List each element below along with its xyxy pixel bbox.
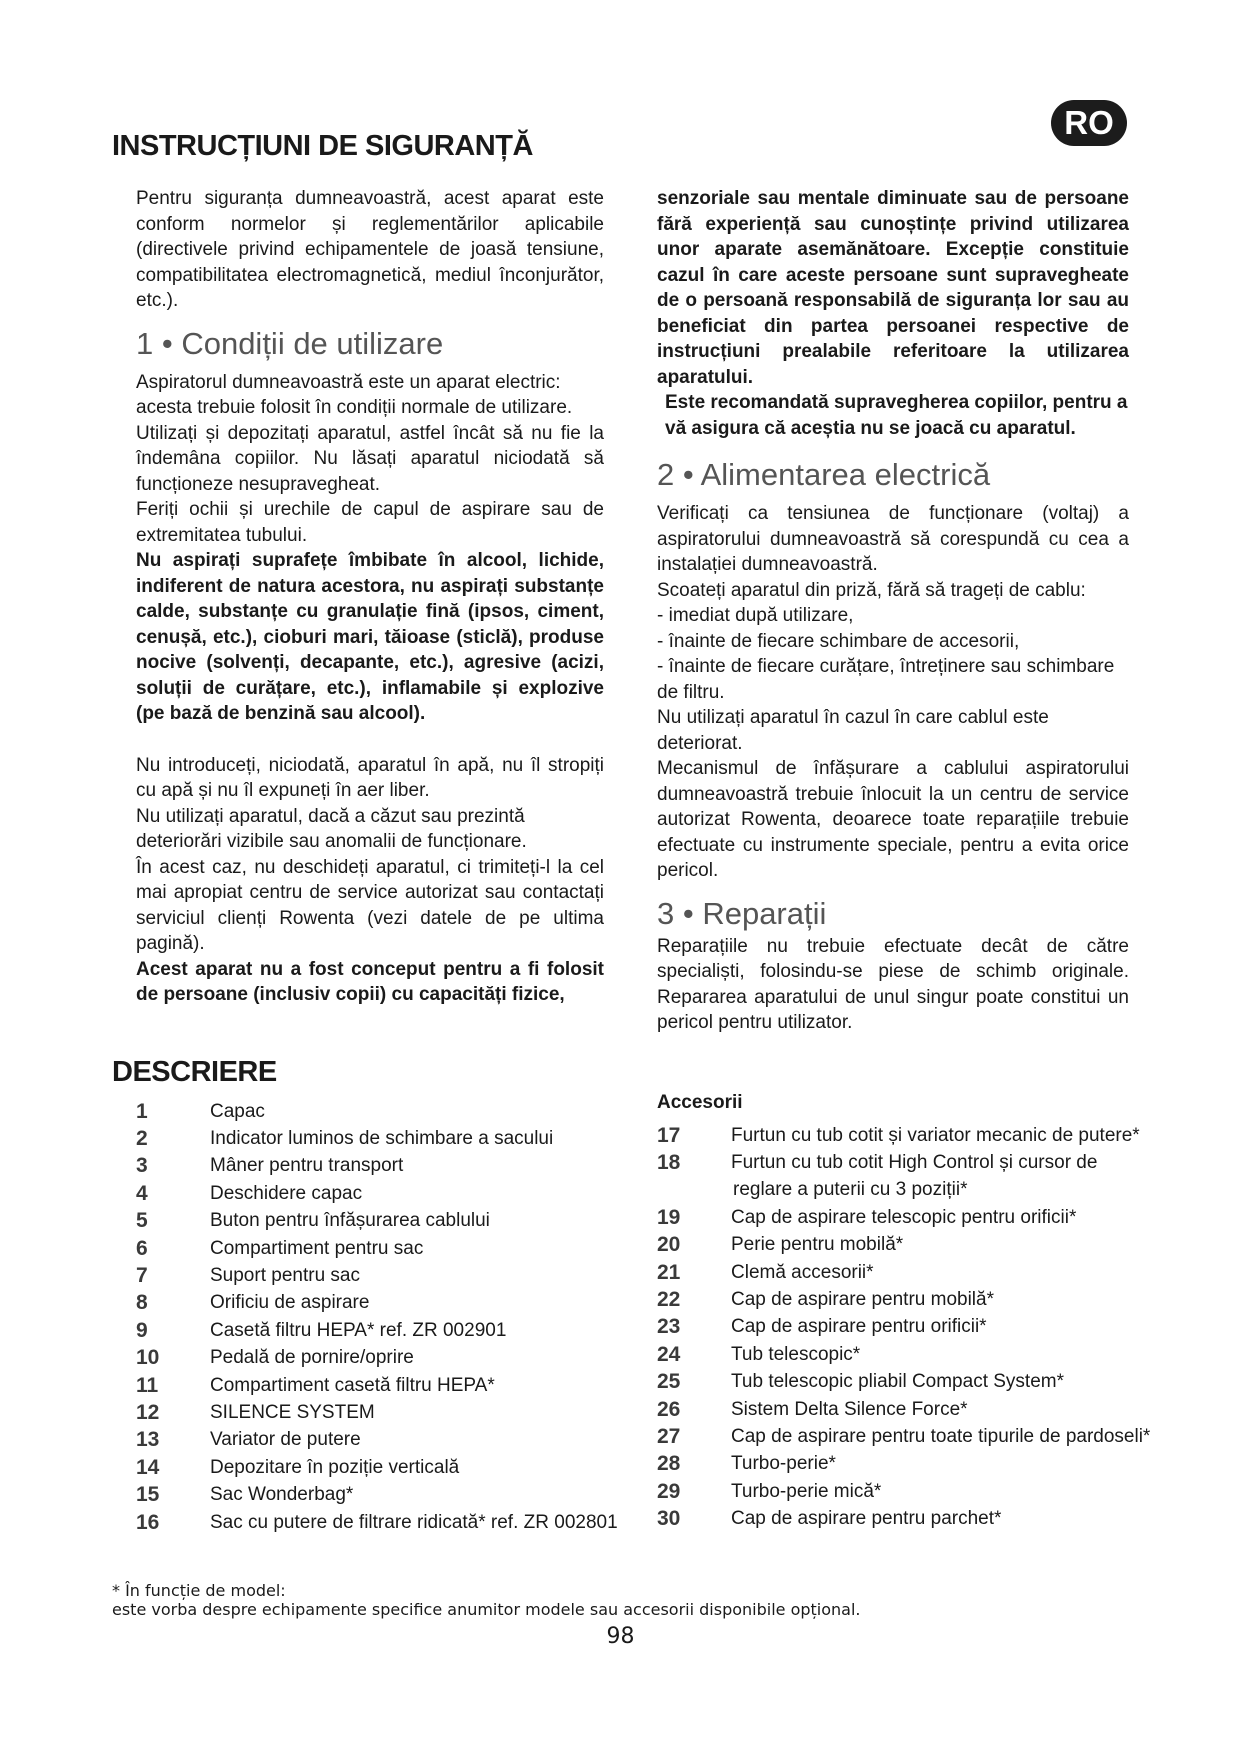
accessory-number: 17 bbox=[657, 1123, 681, 1147]
part-label: Capac bbox=[210, 1100, 265, 1122]
language-badge: RO bbox=[1051, 100, 1127, 146]
accessory-number: 29 bbox=[657, 1479, 681, 1503]
accessory-item bbox=[657, 1232, 1177, 1259]
accessory-number: 21 bbox=[657, 1260, 681, 1284]
safety-right-column bbox=[657, 186, 1129, 1036]
part-number: 2 bbox=[136, 1127, 148, 1151]
s2-paragraph: Mecanismul de înfășurare a cablului aspiratorului dumneavoastră trebuie înlocuit la un centru de service autorizat Rowenta, deoarece toate reparațiile trebuie efectuate cu instrumente speciale, pentru a evita orice pericol. bbox=[657, 758, 1129, 881]
part-label: Orificiu de aspirare bbox=[210, 1292, 370, 1314]
part-number: 5 bbox=[136, 1209, 148, 1233]
accessory-label: Furtun cu tub cotit High Control și cursor de bbox=[731, 1152, 1098, 1174]
accessory-label: Clemă accesorii* bbox=[731, 1261, 874, 1283]
part-number: 7 bbox=[136, 1264, 148, 1288]
part-label: Sac Wonderbag* bbox=[210, 1484, 354, 1506]
accessory-item bbox=[657, 1259, 1177, 1286]
accessory-number: 20 bbox=[657, 1233, 681, 1257]
footnote-line: este vorba despre echipamente specifice anumitor modele sau accesorii disponibile opțional. bbox=[112, 1600, 861, 1619]
part-item bbox=[136, 1399, 636, 1426]
accessory-item bbox=[657, 1204, 1177, 1231]
s3-paragraph: Reparațiile nu trebuie efectuate decât de către specialiști, folosindu-se piese de schimb originale. Repararea aparatului de unul singur poate constitui un pericol pentru utilizator. bbox=[657, 935, 1129, 1033]
s2-bullet: - imediat după utilizare, bbox=[657, 605, 854, 626]
accessory-label: Turbo-perie mică* bbox=[731, 1480, 882, 1502]
part-item bbox=[136, 1481, 636, 1508]
s2-bullet: - înainte de fiecare schimbare de accesorii, bbox=[657, 630, 1020, 652]
part-number: 3 bbox=[136, 1154, 148, 1178]
part-label: Sac cu putere de filtrare ridicată* ref. ZR 002801 bbox=[210, 1511, 618, 1533]
part-number: 9 bbox=[136, 1318, 148, 1342]
part-label: Mâner pentru transport bbox=[210, 1155, 404, 1177]
part-label: Casetă filtru HEPA* ref. ZR 002901 bbox=[210, 1319, 507, 1341]
accessory-number: 30 bbox=[657, 1507, 681, 1531]
accessory-item-continuation bbox=[657, 1177, 1177, 1204]
accessory-item bbox=[657, 1451, 1177, 1478]
section-1-title: 1 • Condiții de utilizare bbox=[136, 325, 444, 361]
part-number: 11 bbox=[136, 1373, 159, 1397]
part-item bbox=[136, 1180, 636, 1207]
safety-left-column bbox=[136, 186, 604, 1008]
accessory-item bbox=[657, 1314, 1177, 1341]
accessory-number: 23 bbox=[657, 1315, 681, 1339]
part-number: 16 bbox=[136, 1510, 160, 1534]
section-3-title: 3 • Reparații bbox=[657, 895, 827, 931]
part-label: Variator de putere bbox=[210, 1429, 361, 1451]
s1-paragraph: Utilizați și depozitați aparatul, astfel încât să nu fie la îndemâna copiilor. Nu lăsați aparatul niciodată să funcționeze nesupravegheat. bbox=[136, 422, 604, 495]
part-item bbox=[136, 1317, 636, 1344]
part-item bbox=[136, 1290, 636, 1317]
part-item bbox=[136, 1098, 636, 1125]
accessory-label: Cap de aspirare telescopic pentru orificii* bbox=[731, 1206, 1077, 1228]
part-item bbox=[136, 1235, 636, 1262]
part-label: Compartiment pentru sac bbox=[210, 1237, 424, 1259]
accessories-list bbox=[657, 1092, 1177, 1533]
safety-title: INSTRUCȚIUNI DE SIGURANȚĂ bbox=[112, 130, 533, 162]
part-item bbox=[136, 1153, 636, 1180]
s1-paragraph: Aspiratorul dumneavoastră este un aparat electric: acesta trebuie folosit în condiții normale de utilizare. bbox=[136, 371, 573, 418]
s2-paragraph: Nu utilizați aparatul în cazul în care cablul este deteriorat. bbox=[657, 707, 1049, 754]
accessory-item bbox=[657, 1341, 1177, 1368]
part-number: 8 bbox=[136, 1291, 148, 1315]
s2-bullet: - înainte de fiecare curățare, întreținere sau schimbare de filtru. bbox=[657, 656, 1115, 703]
accessory-item bbox=[657, 1505, 1177, 1532]
footnote-line: * În funcție de model: bbox=[112, 1581, 286, 1600]
accessory-label: Cap de aspirare pentru mobilă* bbox=[731, 1289, 994, 1311]
part-label: Indicator luminos de schimbare a sacului bbox=[210, 1128, 554, 1150]
accessory-label: reglare a puterii cu 3 poziții* bbox=[733, 1179, 968, 1201]
page-number: 98 bbox=[606, 1624, 635, 1649]
s1-paragraph: Feriți ochii și urechile de capul de aspirare sau de extremitatea tubului. bbox=[136, 499, 604, 546]
parts-list bbox=[136, 1098, 636, 1536]
part-item bbox=[136, 1125, 636, 1152]
part-number: 4 bbox=[136, 1181, 148, 1205]
part-label: Buton pentru înfășurarea cablului bbox=[210, 1210, 490, 1232]
s1-paragraph: În acest caz, nu deschideți aparatul, ci trimiteți-l la cel mai apropiat centru de service autorizat sau contactați serviciul clienți Rowenta (vezi datele de pe ultima pagină). bbox=[136, 856, 604, 954]
accessory-label: Turbo-perie* bbox=[731, 1453, 836, 1475]
accessory-label: Tub telescopic pliabil Compact System* bbox=[731, 1371, 1064, 1393]
part-number: 15 bbox=[136, 1483, 160, 1507]
part-number: 10 bbox=[136, 1346, 160, 1370]
part-label: Deschidere capac bbox=[210, 1182, 363, 1204]
accessory-label: Cap de aspirare pentru orificii* bbox=[731, 1316, 987, 1338]
part-number: 12 bbox=[136, 1400, 160, 1424]
s1-paragraph: Nu introduceți, niciodată, aparatul în apă, nu îl stropiți cu apă și nu îl expuneți în aer liber. bbox=[136, 754, 604, 801]
accessory-item bbox=[657, 1396, 1177, 1423]
part-item bbox=[136, 1427, 636, 1454]
accessory-item bbox=[657, 1122, 1177, 1149]
part-item bbox=[136, 1345, 636, 1372]
part-label: Suport pentru sac bbox=[210, 1265, 360, 1287]
accessory-number: 27 bbox=[657, 1424, 681, 1448]
part-label: Compartiment casetă filtru HEPA* bbox=[210, 1374, 495, 1396]
accessory-item bbox=[657, 1149, 1177, 1176]
accessory-label: Cap de aspirare pentru parchet* bbox=[731, 1508, 1002, 1530]
section-2-title: 2 • Alimentarea electrică bbox=[657, 457, 991, 492]
accessory-label: Furtun cu tub cotit și variator mecanic de putere* bbox=[731, 1124, 1140, 1146]
accessory-item bbox=[657, 1423, 1177, 1450]
s1-warning: Nu aspirați suprafețe îmbibate în alcool, lichide, indiferent de natura acestora, nu aspirați substanțe calde, substanțe cu granulație fină (ipsos, ciment, cenușă, etc.), cioburi mari, tăioase (sticlă), produse nocive (solvenți, decapante, etc.), agresive (acizi, soluții de curățare, etc.), inflamabile și explozive (pe bază de benzină sau alcool). bbox=[136, 550, 604, 724]
part-label: SILENCE SYSTEM bbox=[210, 1401, 375, 1423]
part-item bbox=[136, 1509, 636, 1536]
accessory-number: 25 bbox=[657, 1370, 681, 1394]
part-item bbox=[136, 1208, 636, 1235]
part-number: 14 bbox=[136, 1455, 160, 1479]
s1-paragraph: Nu utilizați aparatul, dacă a căzut sau prezintă deteriorări vizibile sau anomalii de funcționare. bbox=[136, 805, 527, 852]
accessory-number: 19 bbox=[657, 1205, 681, 1229]
accessory-label: Cap de aspirare pentru toate tipurile de pardoseli* bbox=[731, 1425, 1151, 1447]
s2-paragraph: Verificați ca tensiunea de funcționare (voltaj) a aspiratorului dumneavoastră să corespundă cu cea a instalației dumneavoastră. bbox=[657, 503, 1129, 575]
accessory-number: 22 bbox=[657, 1288, 681, 1312]
accessory-item bbox=[657, 1286, 1177, 1313]
s1-warning: Acest aparat nu a fost conceput pentru a fi folosit de persoane (inclusiv copii) cu capacități fizice, bbox=[136, 958, 604, 1005]
accessory-label: Sistem Delta Silence Force* bbox=[731, 1398, 968, 1420]
accessory-item bbox=[657, 1369, 1177, 1396]
accessory-label: Tub telescopic* bbox=[731, 1343, 861, 1365]
part-item bbox=[136, 1372, 636, 1399]
children-warning: Este recomandată supravegherea copiilor, pentru a vă asigura că aceștia nu se joacă cu aparatul. bbox=[665, 392, 1128, 439]
s2-paragraph: Scoateți aparatul din priză, fără să trageți de cablu: bbox=[657, 579, 1086, 601]
supervision-warning: senzoriale sau mentale diminuate sau de persoane fără experiență sau cunoștințe privind utilizarea unor aparate asemănătoare. Excepție constituie cazul în care aceste persoane sunt supravegheate de o persoană responsabilă de siguranța lor sau au beneficiat din partea persoanei respective de instrucțiuni prealabile referitoare la utilizarea aparatului. bbox=[657, 188, 1129, 388]
accessory-number: 18 bbox=[657, 1151, 681, 1175]
safety-intro: Pentru siguranța dumneavoastră, acest aparat este conform normelor și reglementărilor aplicabile (directivele privind echipamentele de joasă tensiune, compatibilitatea electromagnetică, mediul înconjurător, etc.). bbox=[136, 188, 604, 311]
part-label: Pedală de pornire/oprire bbox=[210, 1347, 414, 1369]
accessory-label: Perie pentru mobilă* bbox=[731, 1234, 904, 1256]
part-number: 1 bbox=[136, 1099, 148, 1123]
accessory-number: 26 bbox=[657, 1397, 681, 1421]
part-item bbox=[136, 1262, 636, 1289]
part-item bbox=[136, 1454, 636, 1481]
accessories-title: Accesorii bbox=[657, 1092, 743, 1113]
footnote bbox=[112, 1581, 861, 1619]
description-title: DESCRIERE bbox=[112, 1056, 277, 1088]
part-number: 13 bbox=[136, 1428, 160, 1452]
accessory-number: 24 bbox=[657, 1342, 681, 1366]
accessory-number: 28 bbox=[657, 1452, 681, 1476]
part-number: 6 bbox=[136, 1236, 148, 1260]
accessory-item bbox=[657, 1478, 1177, 1505]
part-label: Depozitare în poziție verticală bbox=[210, 1456, 460, 1478]
